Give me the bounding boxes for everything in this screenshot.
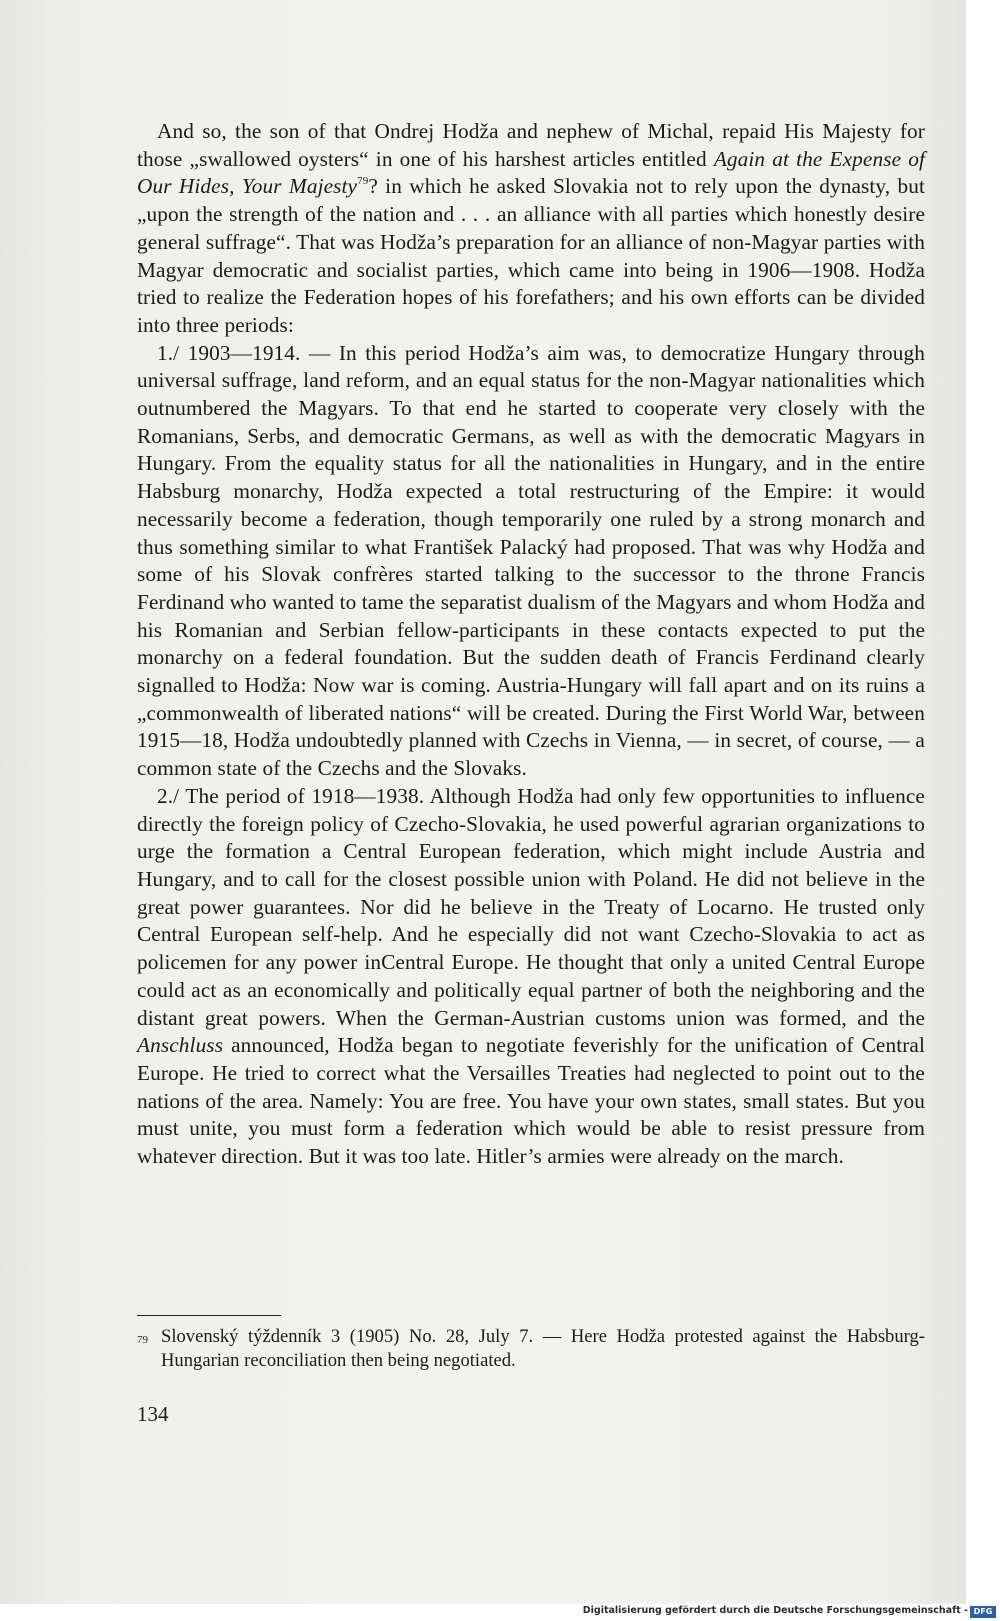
paragraph-1-text-a: And so, the son of that Ondrej Hodža and nephew of Michal, repaid His Majesty for those „swallowed oysters“ in one of his harshest articles entitled — [137, 119, 925, 171]
footnote-reference[interactable]: 79 — [357, 175, 369, 188]
paragraph-1 — [137, 118, 925, 340]
dfg-logo: DFG — [970, 1606, 996, 1618]
paragraph-2: 1./ 1903—1914. — In this period Hodža’s aim was, to democratize Hungary through universal suffrage, land reform, and an equal status for the non-Magyar nationalities which outnumbered the Magyars. To that end he started to cooperate very closely with the Romanians, Serbs, and democratic Germans, as well as with the democratic Magyars in Hungary. From the equality status for all the nationalities in Hungary, and in the entire Habsburg monarchy, Hodža expected a total restructuring of the Empire: it would necessarily become a federation, though temporarily one ruled by a strong monarch and thus something similar to what František Palacký had proposed. That was why Hodža and some of his Slovak confrères started talking to the successor to the throne Francis Ferdinand who wanted to tame the separatist dualism of the Magyars and whom Hodža and his Romanian and Serbian fellow-participants in these contacts expected to put the monarchy on a federal foundation. But the sudden death of Francis Ferdinand clearly signalled to Hodža: Now war is coming. Austria-Hungary will fall apart and on its ruins a „commonwealth of liberated nations“ will be created. During the First World War, between 1915—18, Hodža undoubtedly planned with Czechs in Vienna, — in secret, of course, — a common state of the Czechs and the Slovaks. — [137, 340, 925, 781]
footnote-number: 79 — [137, 1334, 148, 1346]
anschluss-term: Anschluss — [137, 1033, 224, 1058]
paragraph-3-text-a: 2./ The period of 1918—1938. Although Hodža had only few opportunities to influence directly the foreign policy of Czecho-Slovakia, he used powerful agrarian organizations to urge the formation a Central European federation, which might include Austria and Hungary, and to call for the closest possible union with Poland. He did not believe in the great power guarantees. Nor did he believe in the Treaty of Locarno. He trusted only Central European self-help. And he especially did not want Czecho-Slovakia to act as policemen for any power inCentral Europe. He thought that only a united Central Europe could act as an economically and politically equal partner of both the neighboring and the distant great powers. When the German-Austrian customs union was formed, and the — [137, 783, 925, 1030]
article-title: Again at the Expense of Our Hides, Your Majesty — [137, 146, 925, 199]
page-margin — [966, 0, 1000, 1604]
paragraph-3-text-b: announced, Hodža began to negotiate feverishly for the unification of Central Europe. He tried to correct what the Versailles Treaties had neglected to point out to the nations of the area. Namely: You are free. You have your own states, small states. But you must unite, you must form a federation which would be able to resist pressure from whatever direction. But it was too late. Hitler’s armies were already on the march. — [137, 1033, 925, 1169]
footnote-text: Slovenský týždenník 3 (1905) No. 28, July 7. — Here Hodža protested against the Habsburg-Hungarian reconciliation then being negotiated. — [161, 1326, 925, 1371]
paragraph-3 — [137, 783, 925, 1171]
page-number: 134 — [137, 1402, 169, 1426]
body-text — [137, 118, 925, 1171]
paragraph-1-text-b: ? in which he asked Slovakia not to rely upon the dynasty, but „upon the strength of the nation and . . . an alliance with all parties which honestly desire general suffrage“. That was Hodža’s preparation for an alliance of non-Magyar parties with Magyar democratic and socialist parties, which came into being in 1906—1908. Hodža tried to realize the Federation hopes of his forefathers; and his own efforts can be divided into three periods: — [137, 174, 925, 337]
footnote — [137, 1325, 925, 1373]
footnote-divider — [137, 1315, 281, 1316]
digitization-credit: Digitalisierung gefördert durch die Deutsche Forschungsgemeinschaft - — [582, 1605, 968, 1616]
